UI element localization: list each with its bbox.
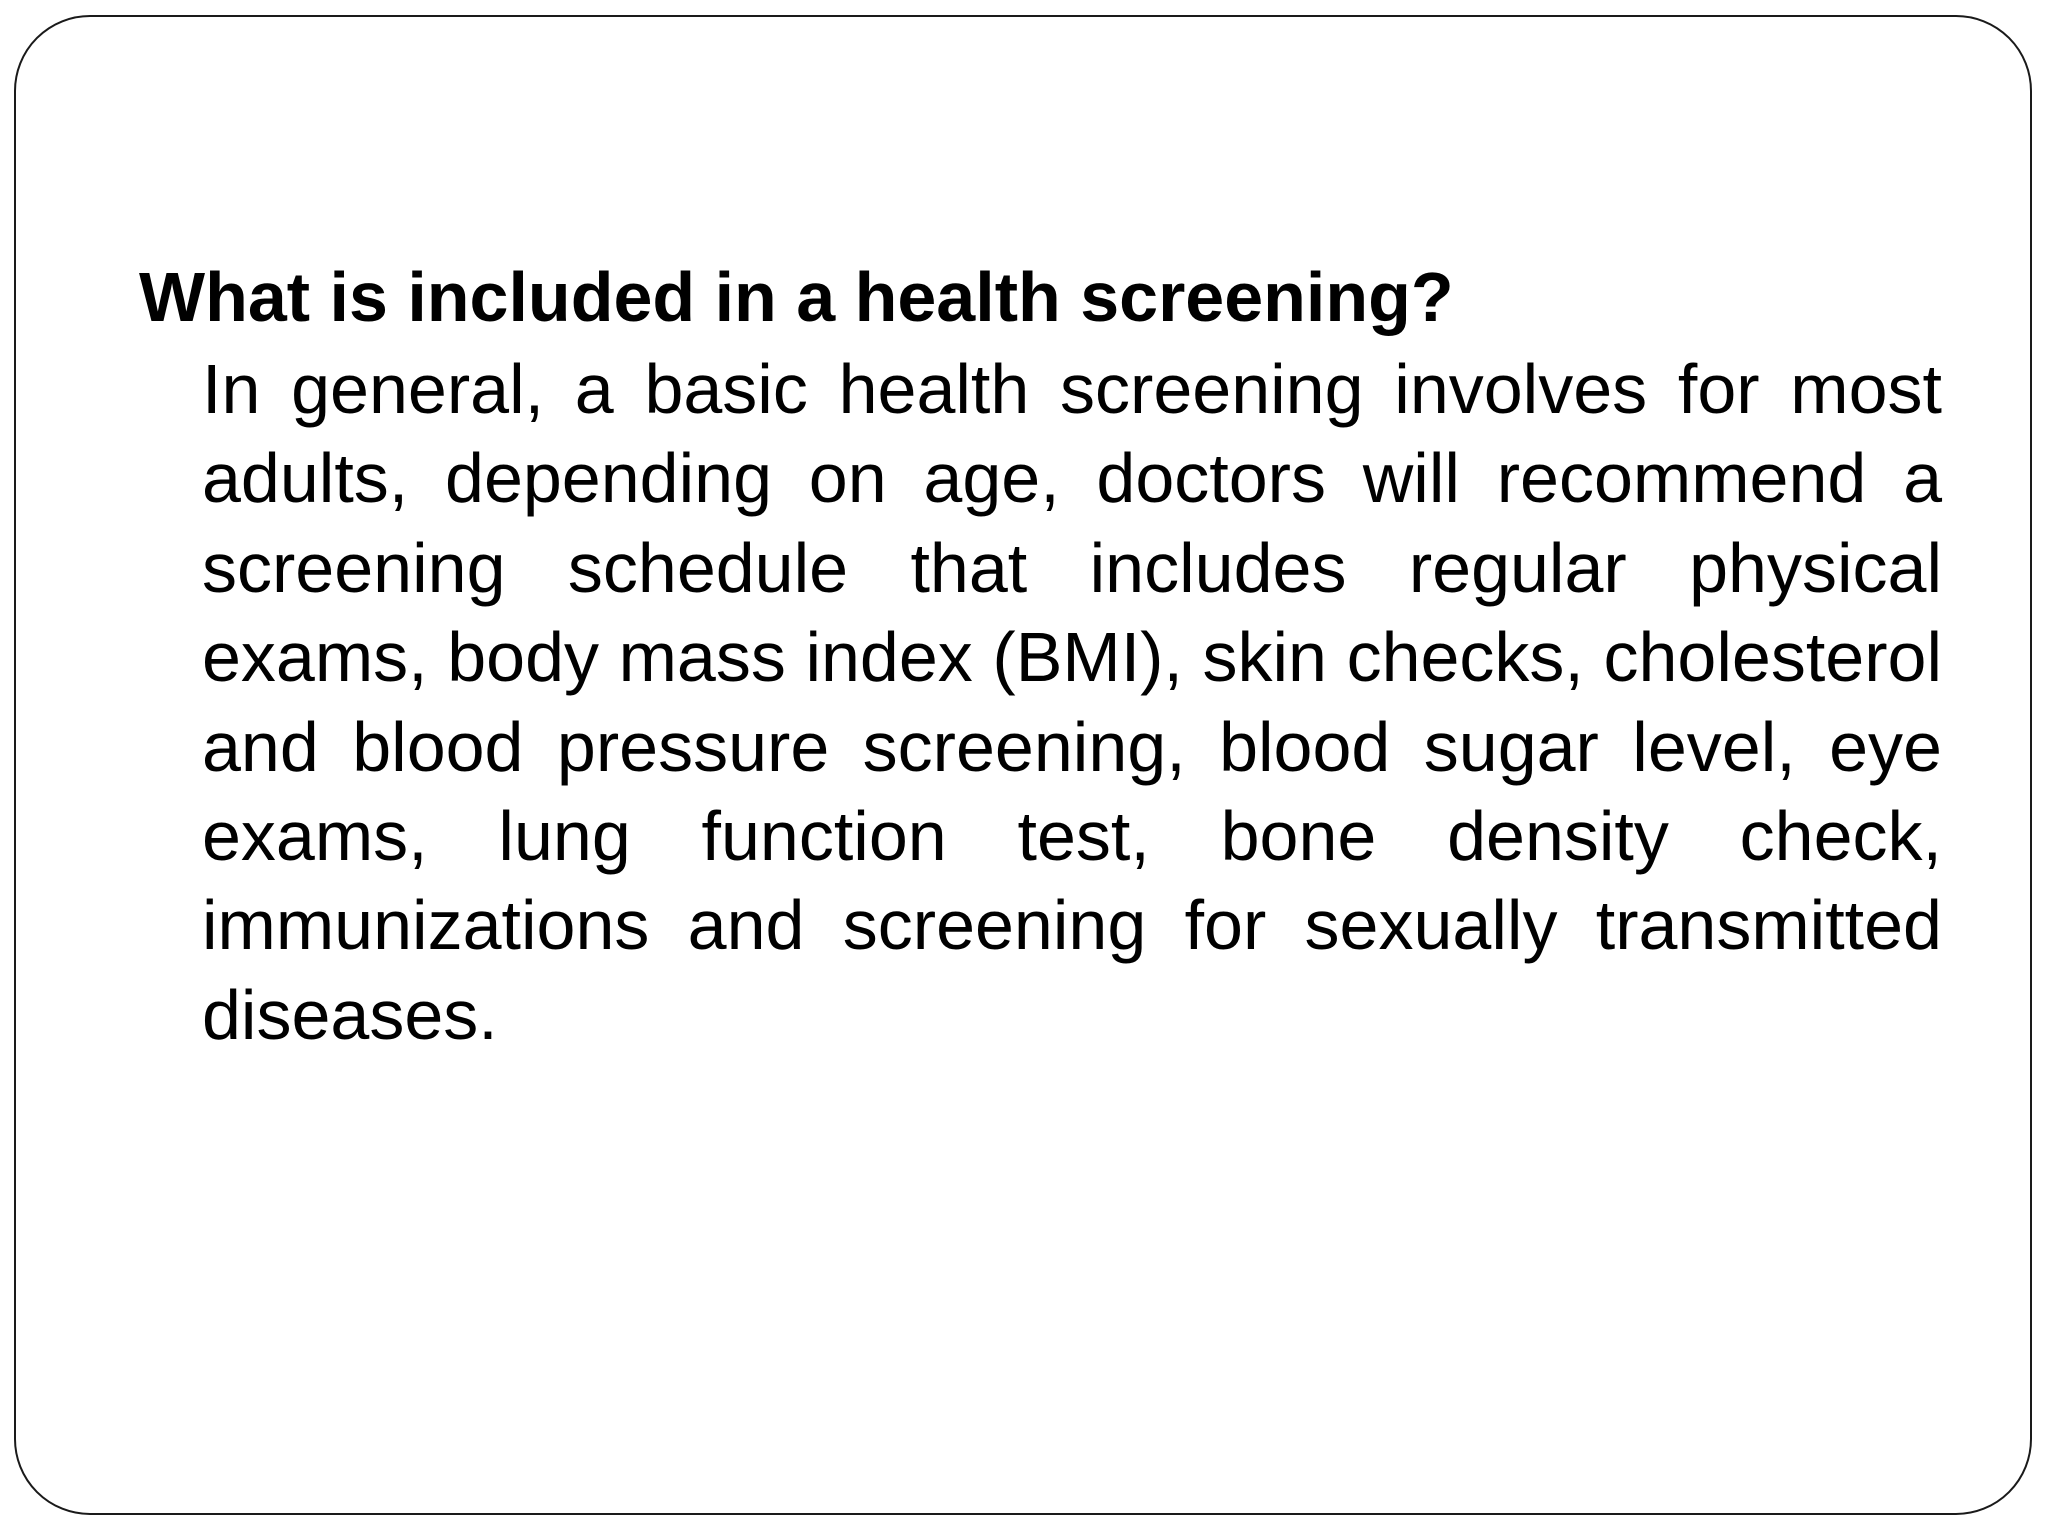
slide-frame: [14, 15, 2032, 1515]
slide-content: [139, 249, 1942, 1060]
slide-body-text: In general, a basic health screening involves for most adults, depending on age, doctors will recommend a screening schedule that includes regular physical exams, body mass index (BMI), skin checks, cholesterol and blood pressure screening, blood sugar level, eye exams, lung function test, bone density check, immunizations and screening for sexually transmitted diseases.: [202, 350, 1942, 1054]
slide-heading: What is included in a health screening?: [139, 258, 1454, 336]
